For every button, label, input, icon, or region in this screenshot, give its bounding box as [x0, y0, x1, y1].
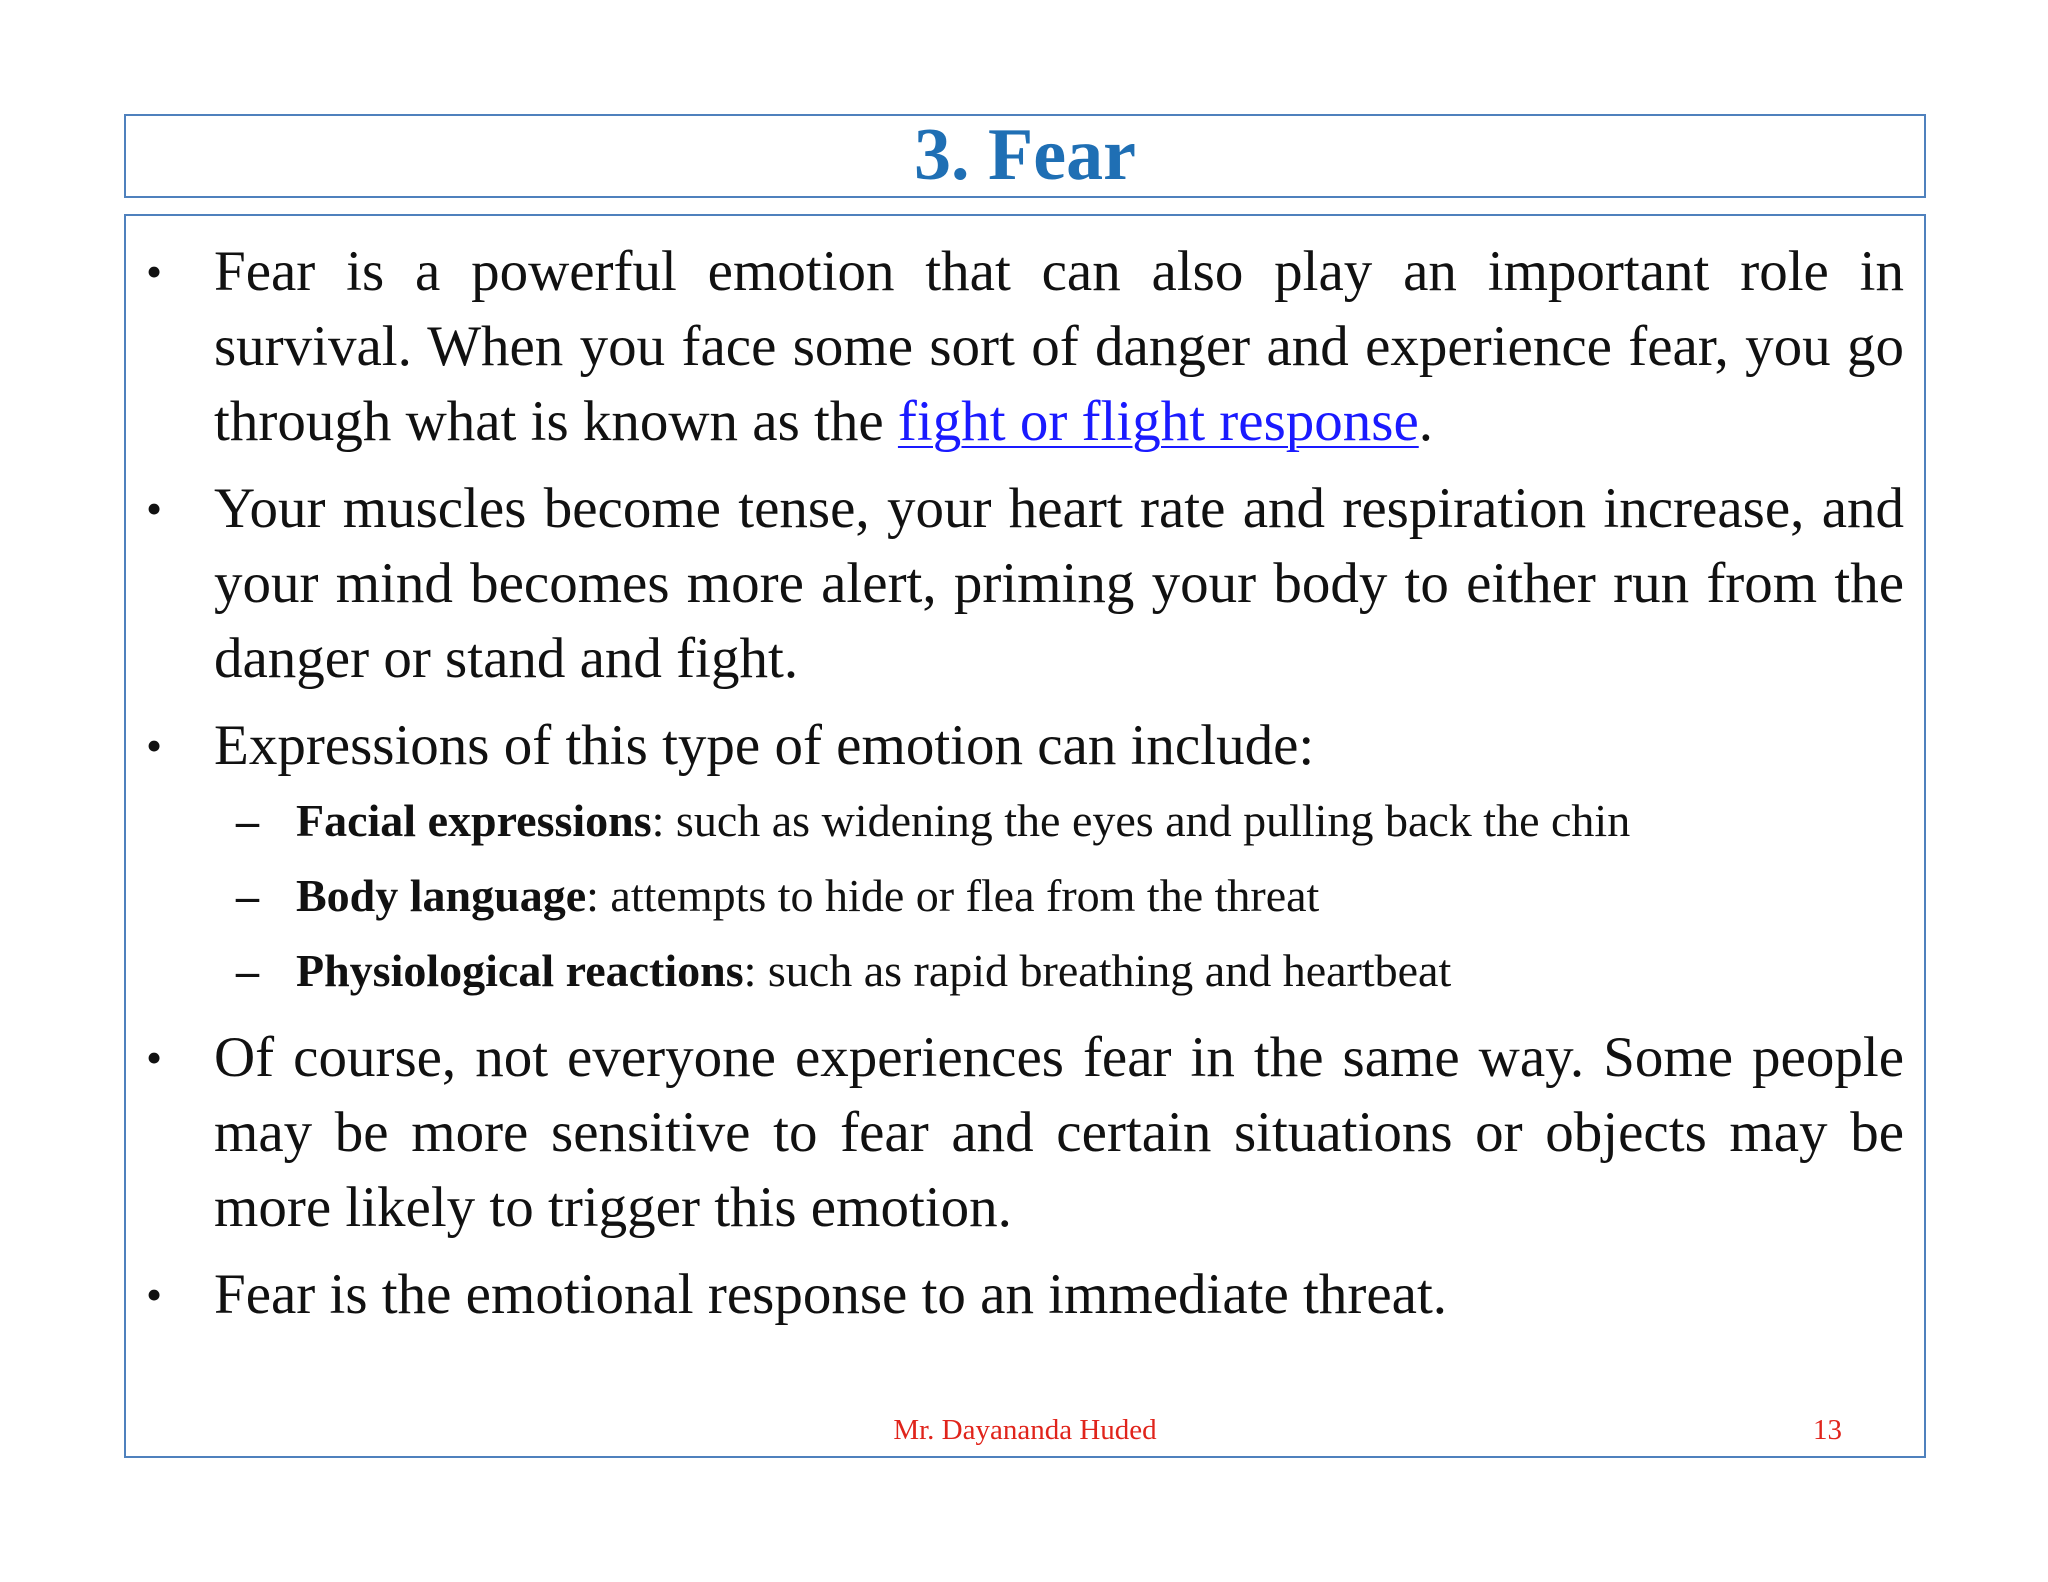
title-frame [124, 114, 1926, 198]
sub-item-desc: : such as rapid breathing and heartbeat [743, 945, 1452, 996]
dash-icon: – [236, 870, 259, 921]
bullet-text-end: . [1418, 390, 1433, 453]
bullet-dot-icon: • [146, 1269, 163, 1320]
bullet-text: Expressions of this type of emotion can include: [214, 714, 1315, 777]
footer-author: Mr. Dayananda Huded [893, 1414, 1157, 1446]
bullet-item [146, 708, 1904, 783]
fight-or-flight-link[interactable]: fight or flight response [897, 390, 1419, 453]
bullet-text: Fear is the emotional response to an immediate threat. [214, 1263, 1448, 1326]
sub-item-body-language [236, 858, 1904, 933]
bullet-text: Fear is a powerful emotion that can also play an important role in survival. When you face some sort of danger and experience fear, you go through what is known as the [214, 240, 1904, 453]
dash-icon: – [236, 945, 259, 996]
bullet-dot-icon: • [146, 483, 163, 534]
bullet-text: Of course, not everyone experiences fear in the same way. Some people may be more sensitive to fear and certain situations or objects may be more likely to trigger this emotion. [214, 1026, 1904, 1239]
bullet-dot-icon: • [146, 1032, 163, 1083]
sub-list-container [214, 783, 1904, 1008]
sub-item-desc: : such as widening the eyes and pulling back the chin [651, 795, 1631, 846]
sub-item-desc: : attempts to hide or flea from the threat [586, 870, 1320, 921]
slide-title: 3. Fear [914, 114, 1136, 196]
bullet-dot-icon: • [146, 246, 163, 297]
bullet-item [146, 1020, 1904, 1245]
bullet-item [146, 234, 1904, 459]
sub-list [214, 783, 1904, 1008]
bullet-item [146, 471, 1904, 696]
bullet-item [146, 1257, 1904, 1332]
sub-item-term: Facial expressions [296, 795, 652, 846]
bullet-dot-icon: • [146, 720, 163, 771]
bullet-text: Your muscles become tense, your heart rate and respiration increase, and your mind becomes more alert, priming your body to either run from the danger or stand and fight. [214, 477, 1904, 690]
page-number: 13 [1813, 1414, 1842, 1446]
sub-item-facial-expressions [236, 783, 1904, 858]
dash-icon: – [236, 795, 259, 846]
sub-item-term: Body language [296, 870, 587, 921]
sub-item-physiological-reactions [236, 933, 1904, 1008]
sub-item-term: Physiological reactions [296, 945, 744, 996]
content-frame [124, 214, 1926, 1458]
bullet-list [146, 234, 1904, 1344]
